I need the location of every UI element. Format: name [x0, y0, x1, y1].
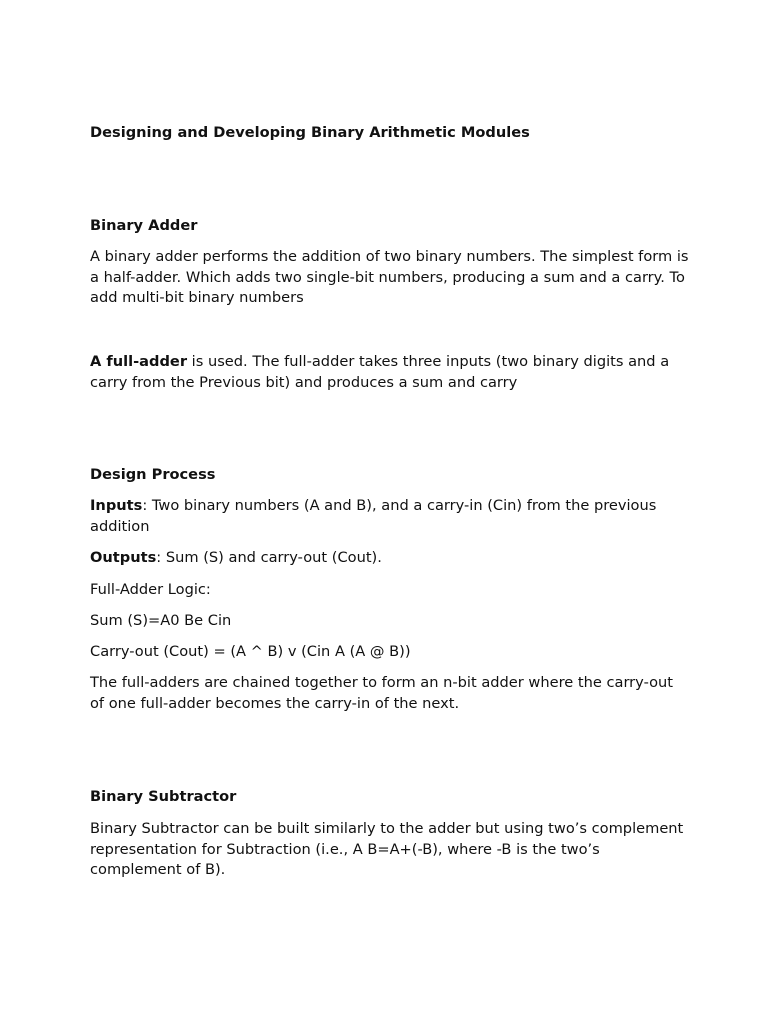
- full-adder-term: A full-adder: [90, 353, 188, 370]
- subtractor-paragraph: Binary Subtractor can be built similarly to the adder but using two’s complement representation for Subtraction (i.e., A B=A+(-B), where -B is the two’s complement of B).: [90, 820, 684, 879]
- outputs-text: : Sum (S) and carry-out (Cout).: [156, 549, 382, 566]
- logic-label: Full-Adder Logic:: [90, 581, 211, 598]
- subtractor-heading: Binary Subtractor: [90, 788, 237, 805]
- outputs-paragraph: [90, 548, 690, 569]
- adder-heading: Binary Adder: [90, 217, 198, 234]
- full-adder-paragraph: [90, 352, 690, 393]
- adder-paragraph: A binary adder performs the addition of two binary numbers. The simplest form is a half-adder. Which adds two single-bit numbers, producing a sum and a carry. To add multi-bit binary numbers: [90, 248, 689, 307]
- design-heading: Design Process: [90, 466, 216, 483]
- document-page: [90, 0, 690, 1024]
- chain-paragraph: The full-adders are chained together to form an n-bit adder where the carry-out of one full-adder becomes the carry-in of the next.: [90, 674, 674, 712]
- sum-formula: Sum (S)=A0 Be Cin: [90, 612, 232, 629]
- inputs-paragraph: [90, 496, 690, 537]
- carry-formula: Carry-out (Cout) = (A ^ B) v (Cin A (A @ B)): [90, 643, 411, 660]
- outputs-label: Outputs: [90, 549, 157, 566]
- full-adder-description: is used. The full-adder takes three inputs (two binary digits and a carry from the Previous bit) and produces a sum and carry: [90, 353, 670, 391]
- inputs-label: Inputs: [90, 497, 143, 514]
- inputs-text: : Two binary numbers (A and B), and a carry-in (Cin) from the previous addition: [90, 497, 657, 535]
- document-title: Designing and Developing Binary Arithmetic Modules: [90, 124, 530, 141]
